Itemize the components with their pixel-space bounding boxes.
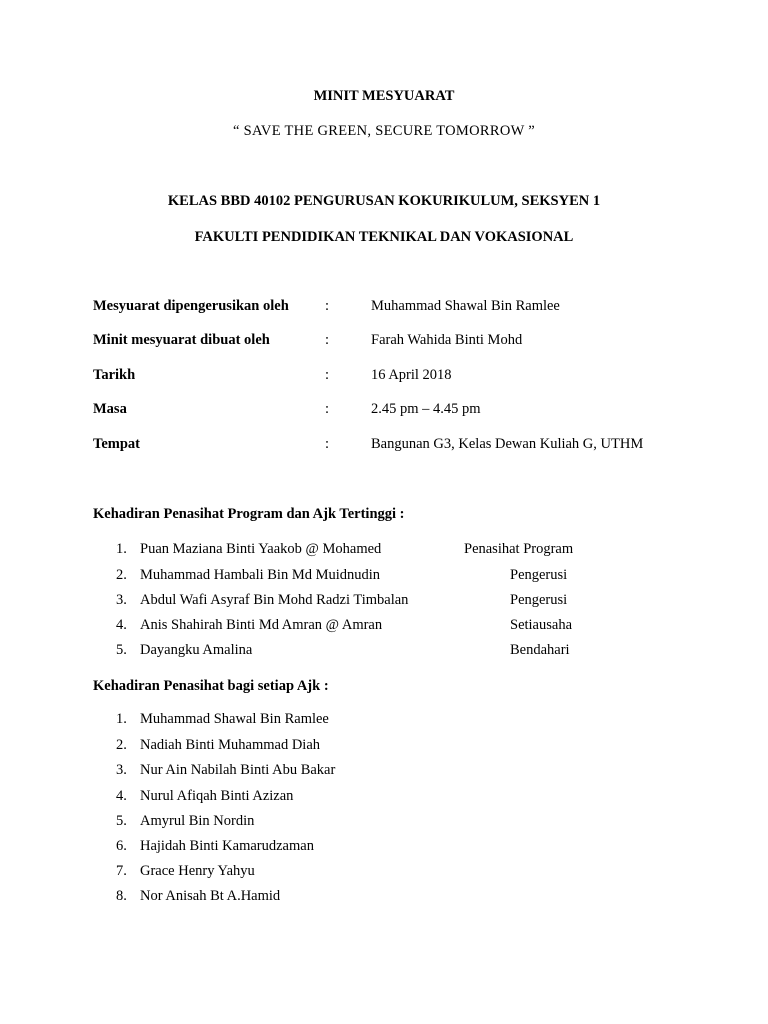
section-heading-committee-advisors: Kehadiran Penasihat bagi setiap Ajk :	[93, 678, 329, 694]
list-number: 5.	[116, 813, 127, 829]
member-name: Puan Maziana Binti Yaakob @ Mohamed	[140, 541, 382, 557]
info-label: Tarikh	[93, 367, 136, 383]
list-number: 2.	[116, 737, 127, 753]
member-role: Penasihat Program	[464, 541, 574, 557]
list-number: 1.	[116, 541, 127, 557]
list-number: 2.	[116, 567, 127, 583]
slogan: “ SAVE THE GREEN, SECURE TOMORROW ”	[233, 123, 535, 139]
list-number: 8.	[116, 888, 127, 904]
info-separator: :	[325, 401, 330, 417]
class-line: KELAS BBD 40102 PENGURUSAN KOKURIKULUM, SEKSYEN 1	[167, 193, 601, 209]
info-label: Tempat	[93, 436, 140, 452]
list-number: 3.	[116, 762, 127, 778]
info-label: Minit mesyuarat dibuat oleh	[93, 332, 270, 348]
member-role: Pengerusi	[510, 567, 568, 583]
document-title: MINIT MESYUARAT	[313, 88, 455, 104]
member-name: Nurul Afiqah Binti Azizan	[140, 788, 294, 804]
info-value: Muhammad Shawal Bin Ramlee	[371, 298, 560, 314]
info-separator: :	[325, 298, 330, 314]
list-number: 4.	[116, 788, 127, 804]
member-name: Amyrul Bin Nordin	[140, 813, 255, 829]
info-value: Bangunan G3, Kelas Dewan Kuliah G, UTHM	[371, 436, 644, 452]
info-value: 16 April 2018	[371, 367, 452, 383]
member-name: Nur Ain Nabilah Binti Abu Bakar	[140, 762, 336, 778]
info-separator: :	[325, 332, 330, 348]
member-role: Pengerusi	[510, 592, 568, 608]
info-label: Masa	[93, 401, 127, 417]
member-name: Nor Anisah Bt A.Hamid	[140, 888, 281, 904]
info-separator: :	[325, 436, 330, 452]
list-number: 6.	[116, 838, 127, 854]
list-number: 3.	[116, 592, 127, 608]
member-name: Muhammad Shawal Bin Ramlee	[140, 711, 329, 727]
member-name: Muhammad Hambali Bin Md Muidnudin	[140, 567, 381, 583]
faculty-line: FAKULTI PENDIDIKAN TEKNIKAL DAN VOKASIONAL	[194, 229, 574, 245]
member-name: Dayangku Amalina	[140, 642, 253, 658]
info-separator: :	[325, 367, 330, 383]
member-name: Grace Henry Yahyu	[140, 863, 255, 879]
member-name: Hajidah Binti Kamarudzaman	[140, 838, 314, 854]
list-number: 7.	[116, 863, 127, 879]
info-value: Farah Wahida Binti Mohd	[371, 332, 523, 348]
info-label: Mesyuarat dipengerusikan oleh	[93, 298, 289, 314]
list-number: 1.	[116, 711, 127, 727]
member-role: Setiausaha	[510, 617, 573, 633]
list-number: 5.	[116, 642, 127, 658]
info-value: 2.45 pm – 4.45 pm	[371, 401, 481, 417]
section-heading-program-advisors: Kehadiran Penasihat Program dan Ajk Tertinggi :	[93, 506, 405, 522]
list-number: 4.	[116, 617, 127, 633]
member-name: Abdul Wafi Asyraf Bin Mohd Radzi Timbalan	[140, 592, 409, 608]
member-name: Nadiah Binti Muhammad Diah	[140, 737, 321, 753]
member-name: Anis Shahirah Binti Md Amran @ Amran	[140, 617, 383, 633]
member-role: Bendahari	[510, 642, 570, 658]
